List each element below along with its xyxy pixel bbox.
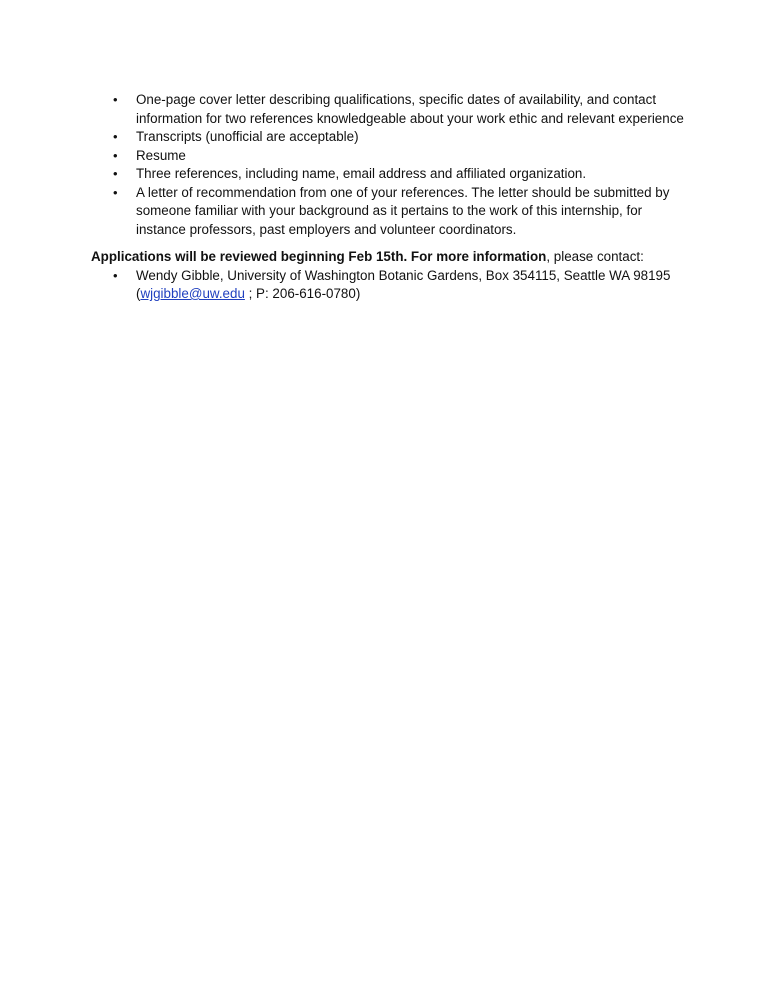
review-notice-bold: Applications will be reviewed beginning Feb 15th. For more information: [91, 249, 547, 264]
list-item-text: Resume: [136, 147, 186, 163]
review-notice: [91, 248, 691, 267]
list-item: [91, 128, 691, 147]
list-item-text: A letter of recommendation from one of your references. The letter should be submitted by someone familiar with your background as it pertains to the work of this internship, for instance professors, past employers and volunteer coordinators.: [136, 184, 670, 237]
paragraph-spacer: [91, 239, 691, 248]
email-link[interactable]: wjgibble@uw.edu: [140, 286, 245, 301]
bullet-marker: •: [113, 166, 118, 181]
list-item-text: Transcripts (unofficial are acceptable): [136, 129, 359, 144]
contact-prefix: Wendy Gibble, University of Washington Botanic Gardens, Box 354115, Seattle WA 98195 (: [136, 267, 671, 301]
bullet-marker: •: [113, 184, 118, 200]
list-item-text: Three references, including name, email address and affiliated organization.: [136, 166, 587, 181]
bullet-marker: •: [113, 92, 118, 107]
contact-item: [91, 267, 691, 304]
requirements-list: [91, 91, 691, 239]
bullet-marker: •: [113, 267, 118, 283]
list-item: [91, 91, 691, 128]
bullet-marker: •: [113, 147, 118, 163]
list-item: [91, 165, 691, 184]
contact-list: [91, 267, 691, 304]
list-item: [91, 184, 691, 240]
page-content: [91, 91, 691, 304]
list-item: [91, 147, 691, 166]
contact-suffix: ; P: 206-616-0780): [244, 286, 361, 301]
list-item-text: One-page cover letter describing qualifications, specific dates of availability, and contact information for two references knowledgeable about your work ethic and relevant experience: [136, 92, 684, 126]
review-notice-rest: , please contact:: [546, 249, 644, 264]
bullet-marker: •: [113, 129, 118, 144]
